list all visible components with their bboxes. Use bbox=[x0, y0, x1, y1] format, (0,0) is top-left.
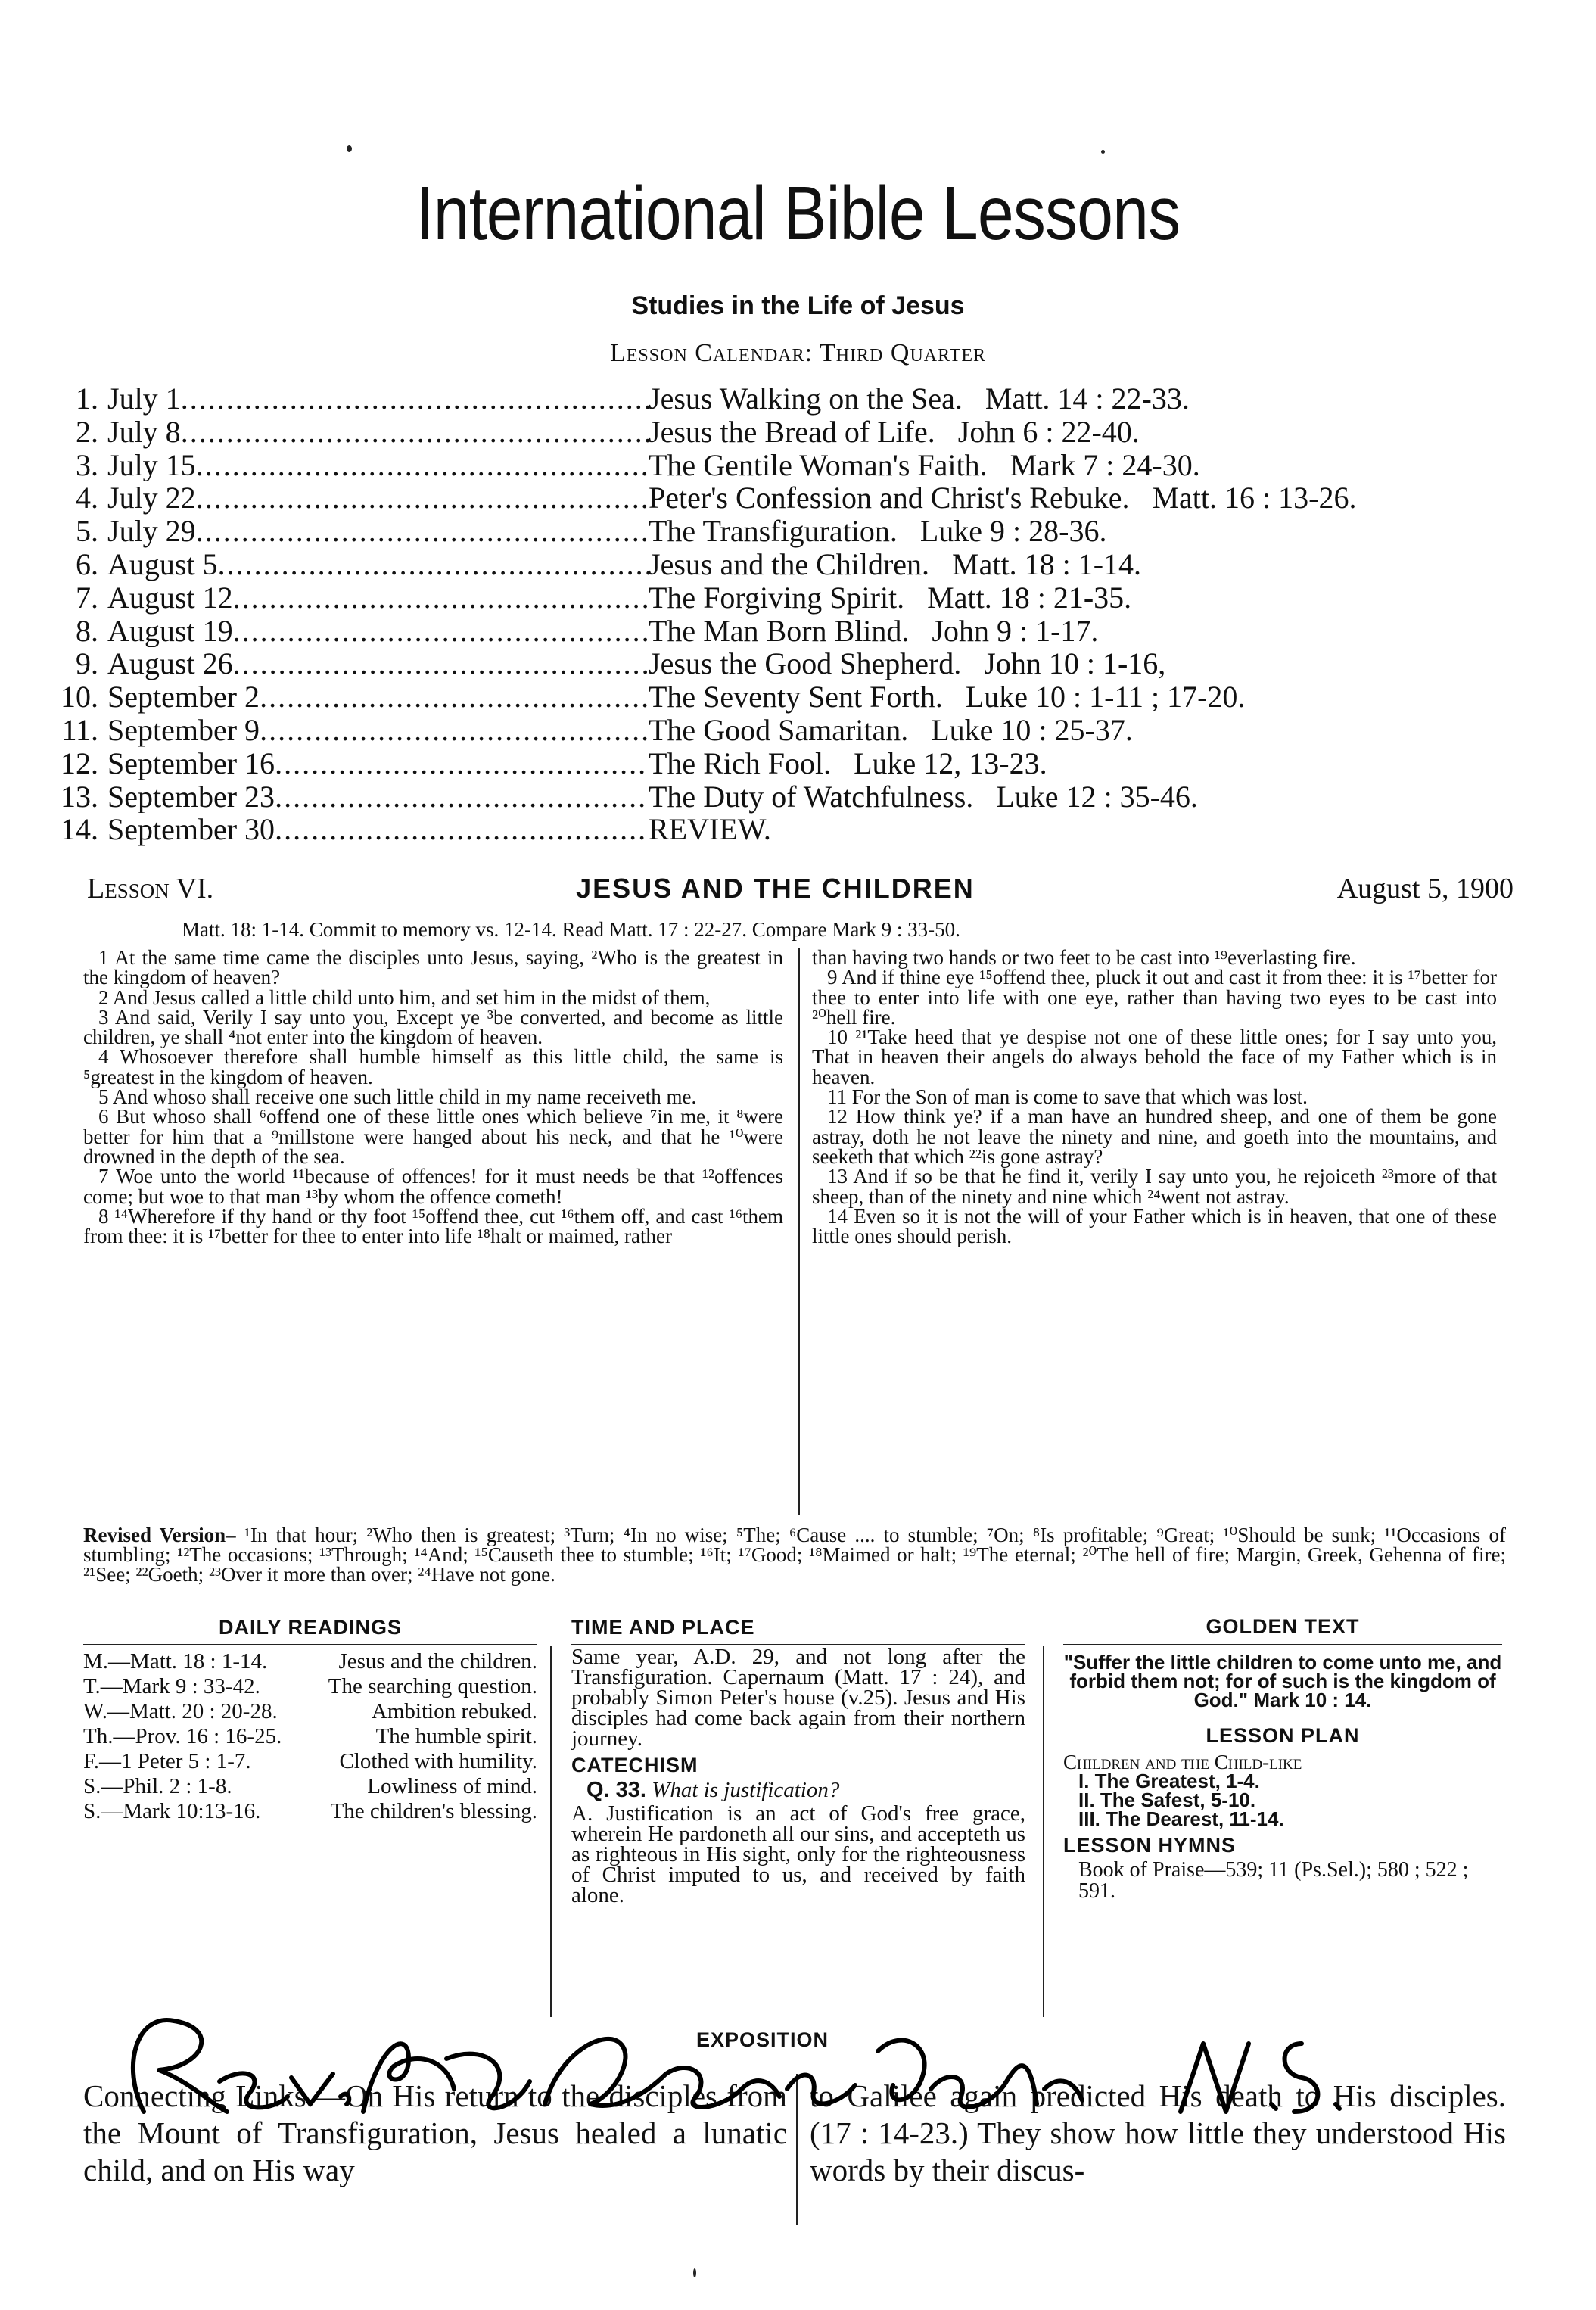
scripture-verse: 2 And Jesus called a little child unto him, and set him in the midst of them, bbox=[98, 985, 711, 1009]
calendar-row-topic: The Transfiguration. Luke 9 : 28-36. bbox=[649, 514, 1107, 549]
calendar-date-label: September 9 bbox=[107, 713, 260, 747]
daily-reading-ref: M.—Matt. 18 : 1-14. bbox=[83, 1649, 268, 1673]
lesson-references: Matt. 18: 1-14. Commit to memory vs. 12-14. Read Matt. 17 : 22-27. Compare Mark 9 : 33-50. bbox=[182, 918, 960, 941]
calendar-date-label: September 23 bbox=[107, 780, 275, 814]
calendar-row bbox=[57, 680, 1540, 714]
calendar-row bbox=[57, 515, 1540, 548]
scripture-verse: 10 ²¹Take heed that ye despise not one of these little ones; for I say unto you, That in heaven their angels do always behold the face of my Father which is in heaven. bbox=[812, 1026, 1497, 1088]
calendar-row-date bbox=[98, 416, 649, 449]
calendar-row bbox=[57, 548, 1540, 581]
scripture-verse: 12 How think ye? if a man have an hundred sheep, and one of them be gone astray, doth he not leave the ninety and nine, and goeth into the mountains, and seeketh that which ²²is gone astray? bbox=[812, 1105, 1497, 1168]
calendar-row bbox=[57, 780, 1540, 814]
calendar-row-topic: The Rich Fool. Luke 12, 13-23. bbox=[649, 746, 1047, 780]
calendar-row-topic: Jesus Walking on the Sea. Matt. 14 : 22-33. bbox=[649, 381, 1190, 416]
calendar-date-label: September 16 bbox=[107, 746, 275, 780]
lesson-hymns-title: LESSON HYMNS bbox=[1063, 1834, 1237, 1857]
leader-dots bbox=[275, 813, 649, 846]
daily-reading-desc: Ambition rebuked. bbox=[371, 1699, 537, 1723]
calendar-row bbox=[57, 382, 1540, 416]
lesson-title: JESUS AND THE CHILDREN bbox=[576, 873, 975, 904]
daily-reading-item bbox=[83, 1801, 537, 1822]
calendar-row-topic: Peter's Confession and Christ's Rebuke. Matt. 16 : 13-26. bbox=[649, 481, 1357, 515]
catechism-question-number: Q. 33. bbox=[586, 1778, 646, 1802]
scripture-column-left bbox=[83, 948, 783, 1246]
lesson-plan-item: III. The Dearest, 11-14. bbox=[1078, 1807, 1284, 1830]
catechism-answer: A. Justification is an act of God's free grace, wherein He pardoneth all our sins, and accepteth us as righteous in His sight, only for the righteousness of Christ imputed to us, and received by faith alone. bbox=[571, 1801, 1025, 1907]
lesson-plan-item: II. The Safest, 5-10. bbox=[1078, 1789, 1256, 1811]
daily-reading-item bbox=[83, 1726, 537, 1747]
calendar-row-date bbox=[98, 548, 649, 581]
calendar-row-topic: REVIEW. bbox=[649, 812, 771, 847]
calendar-row-topic: The Man Born Blind. John 9 : 1-17. bbox=[649, 613, 1099, 648]
page-title: International Bible Lessons bbox=[415, 171, 1181, 256]
calendar-date-label: August 5 bbox=[107, 547, 218, 581]
calendar-row bbox=[57, 647, 1540, 680]
lesson-date: August 5, 1900 bbox=[1336, 873, 1514, 904]
calendar-row-number: 14. bbox=[61, 812, 98, 847]
revised-version-label: Revised Version bbox=[83, 1524, 226, 1546]
leader-dots bbox=[196, 481, 649, 515]
calendar-row-date bbox=[98, 813, 649, 846]
leader-dots bbox=[275, 747, 649, 780]
calendar-date-label: July 29 bbox=[107, 515, 196, 548]
calendar-row-number: 1. bbox=[76, 381, 98, 416]
calendar-row-date bbox=[98, 481, 649, 515]
daily-reading-ref: Th.—Prov. 16 : 16-25. bbox=[83, 1724, 282, 1748]
calendar-row-topic: The Seventy Sent Forth. Luke 10 : 1-11 ; 17-20. bbox=[649, 680, 1246, 714]
scripture-verse: 1 At the same time came the disciples unto Jesus, saying, ²Who is the greatest in the kingdom of heaven? bbox=[83, 946, 783, 989]
lesson-hymns-text: Book of Praise—539; 11 (Ps.Sel.); 580 ; 522 ; 591. bbox=[1078, 1858, 1469, 1903]
column-divider bbox=[550, 1646, 552, 2017]
daily-reading-item bbox=[83, 1776, 537, 1797]
lesson-plan-title: LESSON PLAN bbox=[1206, 1724, 1360, 1747]
daily-reading-ref: S.—Mark 10:13-16. bbox=[83, 1799, 261, 1823]
scripture-verse: 11 For the Son of man is come to save that which was lost. bbox=[827, 1085, 1308, 1109]
calendar-row bbox=[57, 813, 1540, 846]
speck bbox=[1101, 150, 1105, 154]
daily-reading-ref: S.—Phil. 2 : 1-8. bbox=[83, 1774, 232, 1798]
scripture-verse: 14 Even so it is not the will of your Father which is in heaven, that one of these little ones should perish. bbox=[812, 1204, 1497, 1248]
calendar-date-label: July 1 bbox=[107, 382, 181, 416]
calendar-row-number: 13. bbox=[61, 779, 98, 814]
calendar-row-date bbox=[98, 714, 649, 747]
calendar-date-label: July 8 bbox=[107, 415, 181, 449]
daily-reading-item bbox=[83, 1751, 537, 1772]
calendar-date-label: July 15 bbox=[107, 448, 196, 482]
calendar-row-date bbox=[98, 449, 649, 482]
leader-dots bbox=[181, 416, 649, 449]
lesson-header bbox=[87, 872, 1514, 905]
calendar-row-topic: The Duty of Watchfulness. Luke 12 : 35-46. bbox=[649, 779, 1198, 814]
leader-dots bbox=[196, 449, 649, 482]
leader-dots bbox=[233, 581, 649, 615]
scripture-verse: 13 And if so be that he find it, verily I say unto you, he rejoiceth ²³more of that sheep, than of the ninety and nine which ²⁴went not astray. bbox=[812, 1165, 1497, 1208]
calendar-row bbox=[57, 747, 1540, 780]
exposition-title: EXPOSITION bbox=[696, 2028, 829, 2051]
scripture-verse: 5 And whoso shall receive one such little child in my name receiveth me. bbox=[98, 1085, 697, 1109]
calendar-row-number: 10. bbox=[61, 680, 98, 714]
calendar-row-number: 6. bbox=[76, 546, 98, 581]
leader-dots bbox=[260, 680, 649, 714]
calendar-row bbox=[57, 481, 1540, 515]
leader-dots bbox=[233, 647, 649, 680]
golden-text: "Suffer the little children to come unto me, and forbid them not; for of such is the kingdom of God." Mark 10 : 14. bbox=[1063, 1651, 1502, 1711]
scripture-verse: 6 But whoso shall ⁶offend one of these little ones which believe ⁷in me, it ⁸were better for him that a ⁹millstone were hanged about his neck, and that he ¹⁰were drowned in the depth of the sea. bbox=[83, 1105, 783, 1168]
calendar-row-number: 7. bbox=[76, 580, 98, 615]
catechism-question-text: What is justification? bbox=[652, 1778, 840, 1802]
calendar-row-number: 3. bbox=[76, 447, 98, 482]
calendar-row-date bbox=[98, 780, 649, 814]
daily-reading-desc: Lowliness of mind. bbox=[367, 1774, 537, 1798]
leader-dots bbox=[196, 515, 649, 548]
exposition-left: Connecting Links.—On His return to the disciples from the Mount of Transfiguration, Jesus healed a lunatic child, and on His way bbox=[83, 2078, 787, 2187]
calendar-row bbox=[57, 449, 1540, 482]
calendar-row-date bbox=[98, 382, 649, 416]
scripture-column-right bbox=[812, 948, 1497, 1246]
calendar-row bbox=[57, 615, 1540, 648]
lesson-plan-item: I. The Greatest, 1-4. bbox=[1078, 1770, 1260, 1792]
calendar-date-label: August 26 bbox=[107, 647, 233, 681]
daily-reading-ref: T.—Mark 9 : 33-42. bbox=[83, 1674, 260, 1698]
time-place-text: Same year, A.D. 29, and not long after the Transfiguration. Capernaum (Matt. 17 : 24), and probably Simon Peter's house (v.25). Jesus and His disciples had come back again from their northern journey. bbox=[571, 1645, 1025, 1751]
daily-reading-desc: The children's blessing. bbox=[330, 1799, 537, 1823]
daily-reading-item bbox=[83, 1701, 537, 1722]
calendar-row-number: 5. bbox=[76, 514, 98, 549]
scripture-verse: 8 ¹⁴Wherefore if thy hand or thy foot ¹⁵offend thee, cut ¹⁶them off, and cast ¹⁶them from thee: it is ¹⁷better for thee to enter into life ¹⁸halt or maimed, rather bbox=[83, 1204, 783, 1248]
calendar-row-date bbox=[98, 515, 649, 548]
daily-reading-desc: Clothed with humility. bbox=[339, 1749, 537, 1773]
calendar-row-topic: The Gentile Woman's Faith. Mark 7 : 24-30. bbox=[649, 447, 1200, 482]
calendar-row-number: 2. bbox=[76, 414, 98, 449]
calendar-row bbox=[57, 581, 1540, 615]
daily-reading-item bbox=[83, 1676, 537, 1697]
scripture-verse: than having two hands or two feet to be cast into ¹⁹everlasting fire. bbox=[812, 946, 1356, 969]
calendar-date-label: July 22 bbox=[107, 481, 196, 515]
lesson-number: Lesson VI. bbox=[87, 873, 214, 904]
golden-text-title: GOLDEN TEXT bbox=[1206, 1615, 1360, 1638]
daily-reading-ref: W.—Matt. 20 : 20-28. bbox=[83, 1699, 278, 1723]
calendar-row-date bbox=[98, 747, 649, 780]
handwritten-signature bbox=[91, 1998, 1362, 2127]
daily-reading-desc: The humble spirit. bbox=[375, 1724, 537, 1748]
calendar-row bbox=[57, 416, 1540, 449]
leader-dots bbox=[260, 714, 649, 747]
calendar-heading: Lesson Calendar: Third Quarter bbox=[610, 339, 986, 367]
calendar-row-topic: Jesus the Good Shepherd. John 10 : 1-16, bbox=[649, 646, 1166, 681]
scripture-verse: 9 And if thine eye ¹⁵offend thee, pluck it out and cast it from thee: it is ¹⁷better for thee to enter into life with one eye, rather than having two eyes to be cast into ²⁰hell fire. bbox=[812, 966, 1497, 1029]
golden-text-box bbox=[1063, 1615, 1502, 1903]
daily-reading-item bbox=[83, 1649, 537, 1673]
daily-readings bbox=[83, 1616, 537, 1823]
calendar-row-date bbox=[98, 647, 649, 680]
scripture-verse: 7 Woe unto the world ¹¹because of offences! for it must needs be that ¹²offences come; but woe to that man ¹³by whom the offence cometh! bbox=[83, 1165, 783, 1208]
calendar-row-number: 11. bbox=[61, 712, 98, 747]
column-divider bbox=[1043, 1646, 1044, 2017]
lesson-plan-heading: Children and the Child-like bbox=[1063, 1751, 1302, 1773]
calendar-row-number: 8. bbox=[76, 613, 98, 648]
catechism-question bbox=[571, 1780, 1025, 1801]
calendar-date-label: August 12 bbox=[107, 581, 233, 615]
time-and-place bbox=[571, 1616, 1025, 1907]
scripture-verse: 4 Whosoever therefore shall humble himself as this little child, the same is ⁵greatest in the kingdom of heaven. bbox=[83, 1045, 783, 1088]
revised-version-notes bbox=[83, 1525, 1506, 1584]
calendar-row-topic: Jesus and the Children. Matt. 18 : 1-14. bbox=[649, 546, 1142, 581]
catechism-title: CATECHISM bbox=[571, 1754, 698, 1776]
exposition-right: to Galilee again predicted His death to His disciples. (17 : 14-23.) They show how little they understood His words by their discus- bbox=[810, 2078, 1506, 2187]
leader-dots bbox=[275, 780, 649, 814]
calendar-row-topic: The Forgiving Spirit. Matt. 18 : 21-35. bbox=[649, 580, 1132, 615]
calendar-row-number: 12. bbox=[61, 746, 98, 780]
daily-reading-desc: The searching question. bbox=[328, 1674, 537, 1698]
calendar-date-label: September 30 bbox=[107, 813, 275, 847]
calendar-row-number: 4. bbox=[76, 481, 98, 515]
calendar-row-number: 9. bbox=[76, 646, 98, 681]
calendar-row-topic: Jesus the Bread of Life. John 6 : 22-40. bbox=[649, 414, 1140, 449]
leader-dots bbox=[181, 382, 649, 416]
time-place-title: TIME AND PLACE bbox=[571, 1616, 755, 1639]
daily-reading-desc: Jesus and the children. bbox=[338, 1649, 537, 1673]
calendar-date-label: September 2 bbox=[107, 680, 260, 714]
lesson-calendar bbox=[57, 382, 1540, 846]
calendar-row-date bbox=[98, 615, 649, 648]
daily-readings-title: DAILY READINGS bbox=[83, 1617, 537, 1638]
scripture-verse: 3 And said, Verily I say unto you, Except ye ³be converted, and become as little children, ye shall ⁴not enter into the kingdom of heaven. bbox=[83, 1005, 783, 1049]
calendar-row bbox=[57, 714, 1540, 747]
revised-version-text: – ¹In that hour; ²Who then is greatest; ³Turn; ⁴In no wise; ⁵The; ⁶Cause .... to stumble; ⁷On; ⁸Is profitable; ⁹Great; ¹⁰Should be sunk; ¹¹Occasions of stumbling; ¹²The occasions; ¹³Through; ¹⁴And; ¹⁵Causeth thee to stumble; ¹⁶It; ¹⁷Good; ¹⁸Maimed or halt; ¹⁹The eternal; ²⁰The hell of fire; Margin, Greek, Gehenna of fire; ²¹See; ²²Goeth; ²³Over it more than over; ²⁴Have not gone. bbox=[83, 1524, 1506, 1586]
speck bbox=[693, 2268, 696, 2277]
leader-dots bbox=[233, 615, 649, 648]
calendar-row-date bbox=[98, 581, 649, 615]
daily-reading-ref: F.—1 Peter 5 : 1-7. bbox=[83, 1749, 251, 1773]
calendar-date-label: August 19 bbox=[107, 614, 233, 648]
column-divider bbox=[798, 948, 800, 1515]
speck bbox=[347, 145, 352, 152]
calendar-row-date bbox=[98, 680, 649, 714]
calendar-row-topic: The Good Samaritan. Luke 10 : 25-37. bbox=[649, 712, 1133, 747]
page-subtitle: Studies in the Life of Jesus bbox=[631, 291, 965, 320]
leader-dots bbox=[218, 548, 649, 581]
